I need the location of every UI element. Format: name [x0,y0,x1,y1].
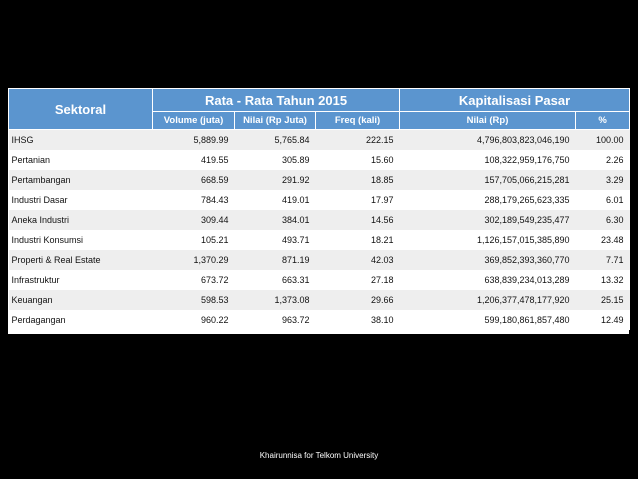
cell-sektor: Perdagangan [9,310,153,330]
cell-persen: 12.49 [576,310,630,330]
cell-nilai-juta: 305.89 [235,150,316,170]
cell-kapitalisasi: 302,189,549,235,477 [400,210,576,230]
cell-nilai-juta: 493.71 [235,230,316,250]
header-group-kapitalisasi: Kapitalisasi Pasar [400,89,630,112]
table-row [9,130,630,151]
cell-kapitalisasi: 599,180,861,857,480 [400,310,576,330]
cell-sektor: Pertanian [9,150,153,170]
header-nilai-juta: Nilai (Rp Juta) [235,112,316,130]
cell-freq: 27.18 [316,270,400,290]
cell-nilai-juta: 963.72 [235,310,316,330]
cell-freq: 42.03 [316,250,400,270]
cell-persen: 2.26 [576,150,630,170]
cell-freq: 14.56 [316,210,400,230]
cell-nilai-juta: 419.01 [235,190,316,210]
header-freq: Freq (kali) [316,112,400,130]
table-row [9,190,630,210]
cell-kapitalisasi: 369,852,393,360,770 [400,250,576,270]
cell-persen: 7.71 [576,250,630,270]
cell-kapitalisasi: 108,322,959,176,750 [400,150,576,170]
cell-freq: 15.60 [316,150,400,170]
cell-sektor: Infrastruktur [9,270,153,290]
cell-freq: 17.97 [316,190,400,210]
cell-kapitalisasi: 638,839,234,013,289 [400,270,576,290]
cell-nilai-juta: 871.19 [235,250,316,270]
header-group-rata-rata: Rata - Rata Tahun 2015 [153,89,400,112]
sector-table [8,88,630,330]
table-row [9,310,630,330]
cell-freq: 18.21 [316,230,400,250]
cell-sektor: IHSG [9,130,153,151]
table-row [9,230,630,250]
header-nilai-rp: Nilai (Rp) [400,112,576,130]
table-body [9,130,630,331]
cell-persen: 13.32 [576,270,630,290]
cell-volume: 784.43 [153,190,235,210]
cell-nilai-juta: 291.92 [235,170,316,190]
cell-persen: 25.15 [576,290,630,310]
cell-nilai-juta: 384.01 [235,210,316,230]
cell-persen: 6.30 [576,210,630,230]
cell-volume: 5,889.99 [153,130,235,151]
header-volume: Volume (juta) [153,112,235,130]
cell-kapitalisasi: 288,179,265,623,335 [400,190,576,210]
cell-kapitalisasi: 157,705,066,215,281 [400,170,576,190]
sector-table-panel [8,88,629,334]
cell-volume: 668.59 [153,170,235,190]
cell-sektor: Industri Dasar [9,190,153,210]
header-sektoral: Sektoral [9,89,153,130]
cell-volume: 419.55 [153,150,235,170]
header-persen: % [576,112,630,130]
cell-volume: 309.44 [153,210,235,230]
cell-freq: 222.15 [316,130,400,151]
cell-nilai-juta: 1,373.08 [235,290,316,310]
cell-kapitalisasi: 1,206,377,478,177,920 [400,290,576,310]
table-row [9,150,630,170]
cell-volume: 960.22 [153,310,235,330]
cell-freq: 38.10 [316,310,400,330]
cell-volume: 105.21 [153,230,235,250]
table-row [9,250,630,270]
table-row [9,270,630,290]
cell-persen: 3.29 [576,170,630,190]
cell-volume: 673.72 [153,270,235,290]
cell-nilai-juta: 5,765.84 [235,130,316,151]
cell-freq: 29.66 [316,290,400,310]
table-row [9,290,630,310]
cell-persen: 23.48 [576,230,630,250]
cell-freq: 18.85 [316,170,400,190]
cell-sektor: Pertambangan [9,170,153,190]
cell-persen: 6.01 [576,190,630,210]
cell-nilai-juta: 663.31 [235,270,316,290]
cell-persen: 100.00 [576,130,630,151]
cell-volume: 1,370.29 [153,250,235,270]
cell-sektor: Industri Konsumsi [9,230,153,250]
cell-kapitalisasi: 1,126,157,015,385,890 [400,230,576,250]
table-row [9,170,630,190]
cell-volume: 598.53 [153,290,235,310]
footer-credit: Khairunnisa for Telkom University [259,451,379,460]
table-row [9,210,630,230]
cell-sektor: Properti & Real Estate [9,250,153,270]
cell-kapitalisasi: 4,796,803,823,046,190 [400,130,576,151]
cell-sektor: Aneka Industri [9,210,153,230]
cell-sektor: Keuangan [9,290,153,310]
